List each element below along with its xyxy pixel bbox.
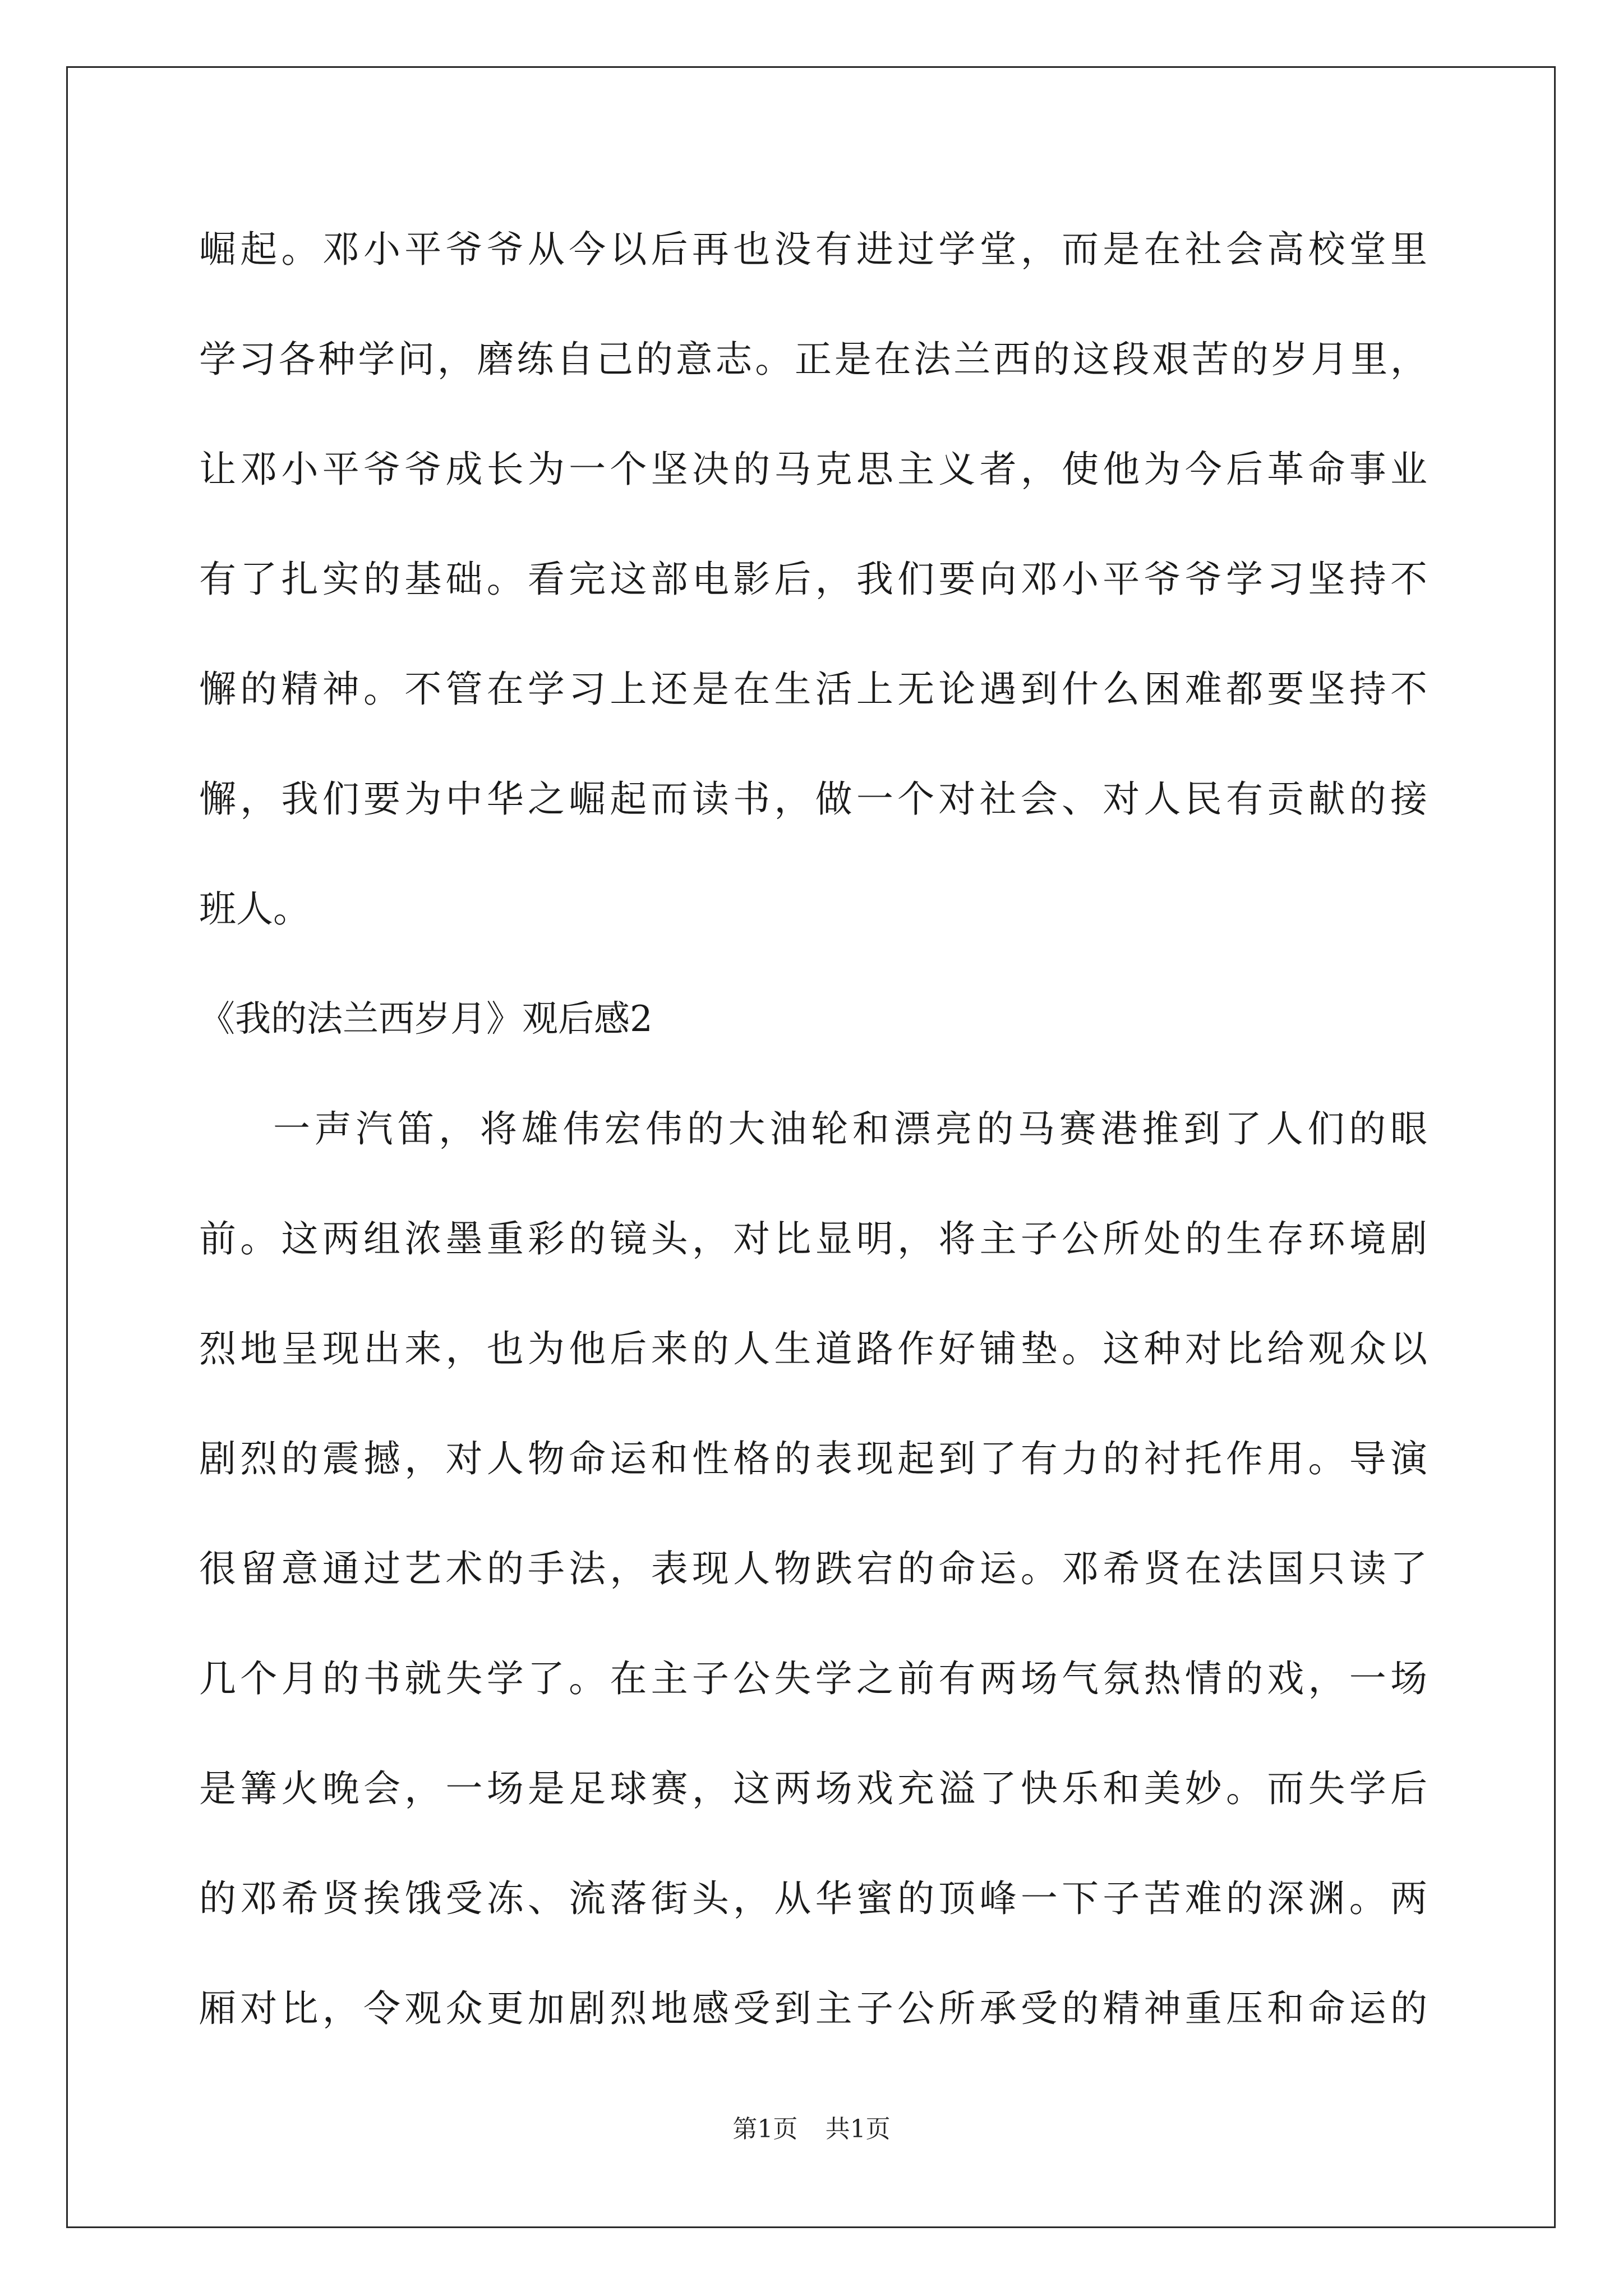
- page-footer: [0, 2113, 1623, 2146]
- document-body: [199, 219, 1427, 2088]
- paragraph-line: 很留意通过艺术的手法，表现人物跌宕的命运。邓希贤在法国只读了: [199, 1547, 1427, 1590]
- paragraph-line: 崛起。邓小平爷爷从今以后再也没有进过学堂，而是在社会高校堂里: [199, 228, 1427, 271]
- paragraph-line: 懈的精神。不管在学习上还是在生活上无论遇到什么困难都要坚持不: [199, 668, 1427, 711]
- paragraph-line: 有了扎实的基础。看完这部电影后，我们要向邓小平爷爷学习坚持不: [199, 558, 1427, 601]
- paragraph-line: 是篝火晚会，一场是足球赛，这两场戏充溢了快乐和美妙。而失学后: [199, 1767, 1427, 1810]
- paragraph-line: 的邓希贤挨饿受冻、流落街头，从华蜜的顶峰一下子苦难的深渊。两: [199, 1877, 1427, 1920]
- paragraph-line: 懈，我们要为中华之崛起而读书，做一个对社会、对人民有贡献的接: [199, 777, 1427, 821]
- page-number: 第1页: [732, 2115, 798, 2143]
- paragraph-line: 班人。: [199, 887, 310, 931]
- paragraph-line: 前。这两组浓墨重彩的镜头，对比显明，将主子公所处的生存环境剧: [199, 1217, 1427, 1260]
- paragraph-line: 一声汽笛，将雄伟宏伟的大油轮和漂亮的马赛港推到了人们的眼: [273, 1107, 1427, 1151]
- page-total: 共1页: [825, 2115, 891, 2143]
- paragraph-line: 烈地呈现出来，也为他后来的人生道路作好铺垫。这种对比给观众以: [199, 1327, 1427, 1370]
- section-heading: 《我的法兰西岁月》观后感2: [199, 999, 653, 1040]
- paragraph-line: 几个月的书就失学了。在主子公失学之前有两场气氛热情的戏，一场: [199, 1657, 1427, 1700]
- paragraph-line: 学习各种学问，磨练自己的意志。正是在法兰西的这段艰苦的岁月里，: [199, 338, 1427, 381]
- paragraph-line: 剧烈的震撼，对人物命运和性格的表现起到了有力的衬托作用。导演: [199, 1437, 1427, 1480]
- paragraph-line: 厢对比，令观众更加剧烈地感受到主子公所承受的精神重压和命运的: [199, 1987, 1427, 2030]
- paragraph-line: 让邓小平爷爷成长为一个坚决的马克思主义者，使他为今后革命事业: [199, 448, 1427, 491]
